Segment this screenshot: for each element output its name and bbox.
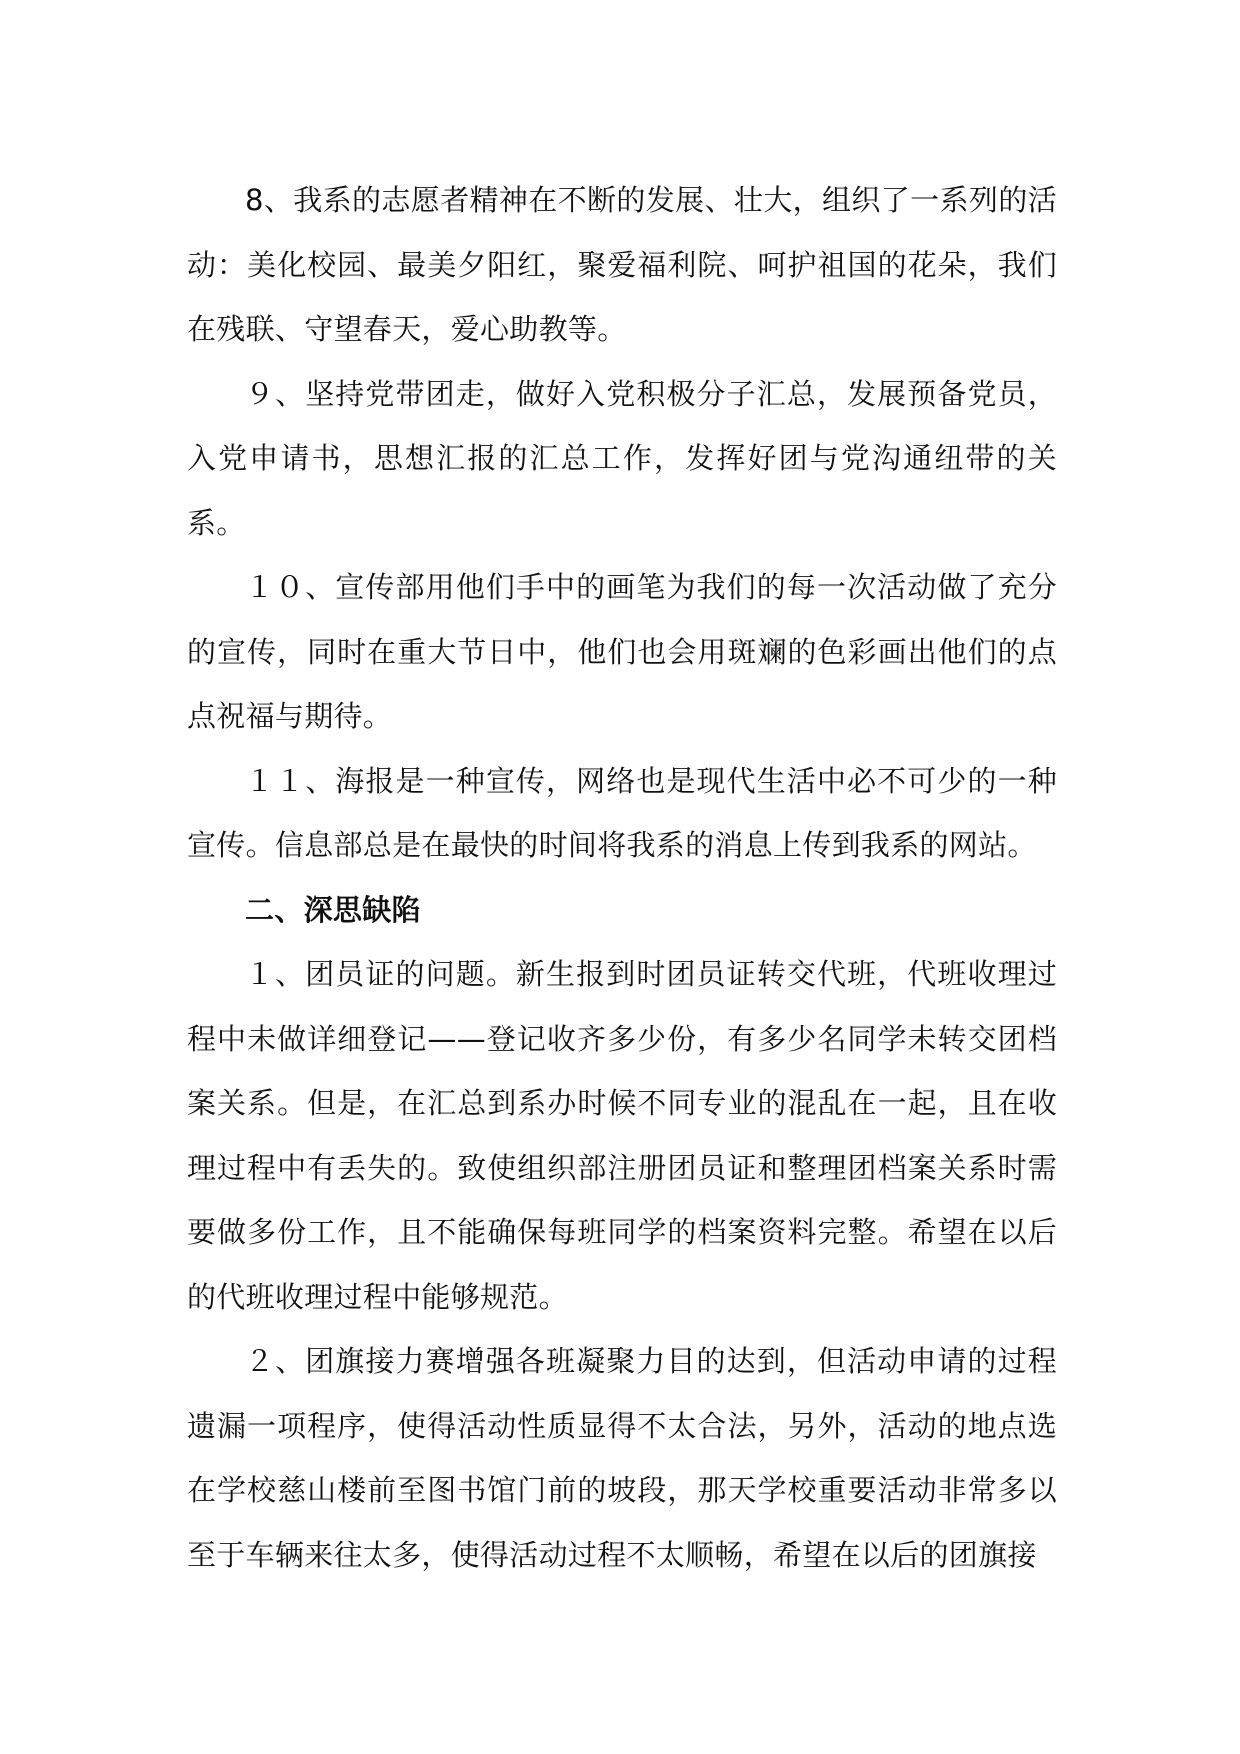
paragraph-posters-network: １１、海报是一种宣传，网络也是现代生活中必不可少的一种宣传。信息部总是在最快的时间将我系的消息上传到我系的网站。 — [187, 763, 1057, 862]
paragraph-volunteer: 8、我系的志愿者精神在不断的发展、壮大，组织了一系列的活动：美化校园、最美夕阳红，聚爱福利院、呵护祖国的花朵，我们在残联、守望春天，爱心助教等。 — [187, 183, 1057, 346]
paragraph-league-card-issue: １、团员证的问题。新生报到时团员证转交代班，代班收理过程中未做详细登记——登记收齐多少份，有多少名同学未转交团档案关系。但是，在汇总到系办时候不同专业的混乱在一起，且在收理过程中有丢失的。致使组织部注册团员证和整理团档案关系时需要做多份工作，且不能确保每班同学的档案资料完整。希望在以后的代班收理过程中能够规范。 — [187, 957, 1057, 1314]
paragraph-publicity: １０、宣传部用他们手中的画笔为我们的每一次活动做了充分的宣传，同时在重大节日中，他们也会用斑斓的色彩画出他们的点点祝福与期待。 — [187, 570, 1057, 733]
section-heading: 二、深思缺陷 — [245, 892, 421, 927]
document-body — [187, 168, 1057, 1587]
paragraph-party-guidance: ９、坚持党带团走，做好入党积极分子汇总，发展预备党员，入党申请书，思想汇报的汇总工作，发挥好团与党沟通纽带的关系。 — [187, 376, 1057, 540]
paragraph-flag-relay-issue: ２、团旗接力赛增强各班凝聚力目的达到，但活动申请的过程遗漏一项程序，使得活动性质显得不太合法，另外，活动的地点选在学校慈山楼前至图书馆门前的坡段，那天学校重要活动非常多以至于车辆来往太多，使得活动过程不太顺畅，希望在以后的团旗接 — [187, 1344, 1057, 1572]
